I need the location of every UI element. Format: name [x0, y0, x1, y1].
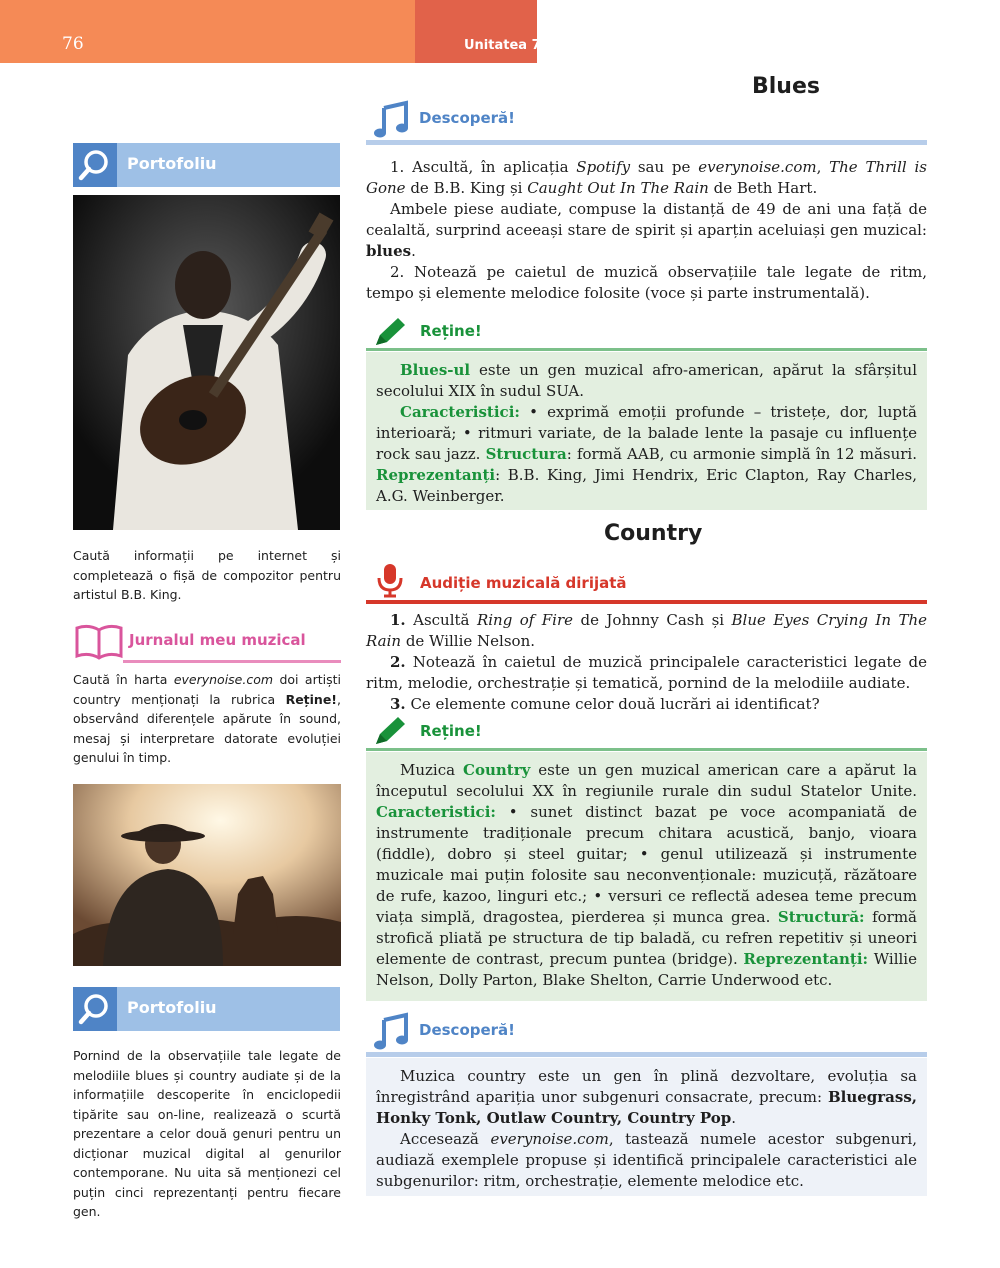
portfolio-text-2: Pornind de la observațiile tale legate de melodiile blues și country audiate și de la informațiile descoperite în enciclopedii tipărite sau on-line, realizează o scurtă prezentare a celor două genuri pentru un dicționar muzical digital al genurilor contemporane. Nu uita să menționezi cel puțin cinci reprezentanți pentru fiecare gen.	[73, 1048, 341, 1219]
blues-paragraph: Ambele piese audiate, compuse la distanță de 49 de ani una față de cealaltă, surprind aceeași stare de spirit și aparțin aceluiași gen muzical: blues.	[366, 200, 927, 260]
blues-title: Blues	[752, 74, 820, 99]
blues-task-2: 2. Notează pe caietul de muzică observațiile tale legate de ritm, tempo și elemente melodice folosite (voce și parte instrumentală).	[366, 263, 927, 302]
journal-header	[73, 622, 341, 666]
country-tasks	[366, 610, 927, 715]
journal-label: Jurnalul meu muzical	[129, 631, 306, 649]
country-task-3: 3. Ce elemente comune celor două lucrări ai identificat?	[390, 695, 820, 713]
portfolio-label: Portofoliu	[127, 154, 217, 173]
country-singer-photo	[73, 784, 341, 966]
header-bar-right	[415, 0, 537, 63]
search-icon	[73, 987, 117, 1031]
discover-label-2: Descoperă!	[419, 1021, 516, 1039]
unit-label: Unitatea 7	[464, 38, 541, 53]
country-retine-box: Muzica Country este un gen muzical american care a apărut la începutul secolului XX în regiunile rurale din sudul Statelor Unite. Caracteristici: • sunet distinct bazat pe voce acompaniată de instrumente tradiționale precum chitara acustică, banjo, vioara (fiddle), dobro și steel guitar; • genul utilizează și instrumente muzicale mai puțin folosite sau neconvenționale: muzicuță, răzătoare de rufe, kazoo, linguri etc.; • versuri ce reflectă adesea teme precum viața simplă, dragostea, pierderea și munca grea. Structură: formă strofică pliată pe structura de tip baladă, cu refren repetitiv și uneori elemente de contrast, precum puntea (bridge). Reprezentanți: Willie Nelson, Dolly Parton, Blake Shelton, Carrie Underwood etc.	[366, 752, 927, 1001]
discover-rule-2	[366, 1052, 927, 1057]
country-task-1: 1. Ascultă Ring of Fire de Johnny Cash și Blue Eyes Crying In The Rain de Willie Nelson.	[366, 611, 927, 650]
journal-text: Caută în harta everynoise.com doi artiști country menționați la rubrica Reține!, observând diferențele apărute în sound, mesaj și interpretare datorate evoluției genului în timp.	[73, 672, 341, 765]
retine-label-2: Reține!	[420, 722, 482, 740]
bb-king-photo	[73, 195, 340, 530]
discover-label: Descoperă!	[419, 109, 516, 127]
portfolio-header	[73, 143, 340, 187]
music-note-icon	[372, 1012, 410, 1052]
pencil-icon	[372, 714, 408, 748]
retine-label: Reține!	[420, 322, 482, 340]
retine-rule	[366, 348, 927, 351]
country-task-2: 2. Notează în caietul de muzică principalele caracteristici legate de ritm, melodie, orchestrație și tematică, pornind de la melodiile audiate.	[366, 653, 927, 692]
audition-rule	[366, 600, 927, 604]
microphone-icon	[374, 562, 406, 598]
pencil-icon	[372, 315, 408, 349]
blues-intro	[366, 157, 927, 304]
journal-underline	[123, 660, 341, 663]
search-icon	[73, 143, 117, 187]
book-icon	[73, 622, 125, 662]
discover-rule	[366, 140, 927, 145]
page-number: 76	[62, 34, 84, 54]
audition-label: Audiție muzicală dirijată	[420, 574, 627, 592]
portfolio-text: Caută informații pe internet și completează o fișă de compozitor pentru artistul B.B. King.	[73, 548, 341, 602]
retine-rule-2	[366, 748, 927, 751]
blues-retine-box: Blues-ul este un gen muzical afro-american, apărut la sfârșitul secolului XIX în sudul SUA. Caracteristici: • exprimă emoții profunde – tristețe, dor, luptă interioară; • ritmuri variate, de la balade lente la pasaje cu influențe rock sau jazz. Structura: formă AAB, cu armonie simplă în 12 măsuri. Reprezentanți: B.B. King, Jimi Hendrix, Eric Clapton, Ray Charles, A.G. Weinberger.	[366, 352, 927, 510]
portfolio-header-2	[73, 987, 340, 1031]
portfolio-label-2: Portofoliu	[127, 998, 217, 1017]
blues-task-1: 1. Ascultă, în aplicația Spotify sau pe everynoise.com, The Thrill is Gone de B.B. King și Caught Out In The Rain de Beth Hart.	[366, 158, 927, 197]
music-note-icon	[372, 100, 410, 140]
country-title: Country	[604, 521, 703, 546]
country-discover-box: Muzica country este un gen în plină dezvoltare, evoluția sa înregistrând apariția unor subgenuri consacrate, precum: Bluegrass, Honky Tonk, Outlaw Country, Country Pop. Accesează everynoise.com, tastează numele acestor subgenuri, audiază exemplele propuse și identifică principalele caracteristici ale subgenurilor: ritm, orchestrație, elemente melodice etc.	[366, 1058, 927, 1196]
